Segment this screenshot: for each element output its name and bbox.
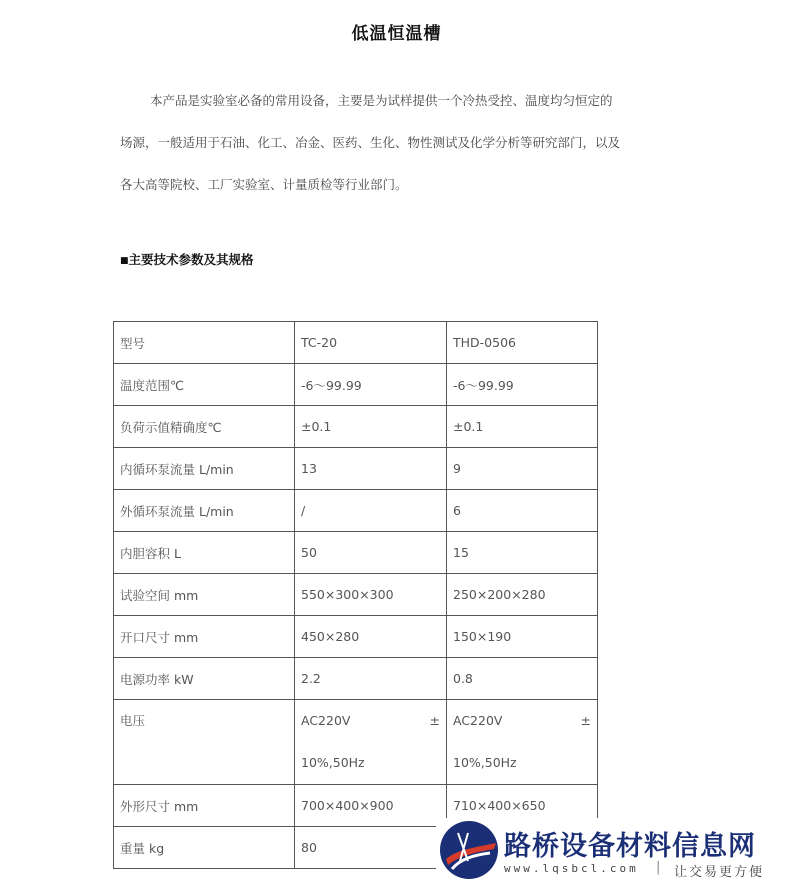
table-cell: TC-20 (295, 322, 447, 364)
table-cell: -6～99.99 (447, 364, 598, 406)
table-cell: 80 (295, 827, 447, 869)
voltage-b-pm: ± (580, 713, 591, 728)
table-cell: 700×400×900 (295, 785, 447, 827)
intro-line-3: 各大高等院校、工厂实验室、计量质检等行业部门。 (120, 177, 408, 192)
table-cell: 710×400×650 (447, 785, 598, 827)
section-heading (120, 250, 254, 268)
table-cell: 13 (295, 448, 447, 490)
table-row (114, 574, 598, 616)
spec-table (113, 321, 598, 869)
watermark-slogan: 让交易更方便 (674, 865, 765, 880)
intro-line-1: 本产品是实验室必备的常用设备，主要是为试样提供一个冷热受控、温度均匀恒定的 (150, 93, 613, 108)
table-cell: 15 (447, 532, 598, 574)
table-row (114, 532, 598, 574)
table-cell: 0.8 (447, 658, 598, 700)
voltage-a-main: AC220V (301, 713, 351, 728)
table-cell: -6～99.99 (295, 364, 447, 406)
table-cell: 50 (295, 532, 447, 574)
table-cell: ±0.1 (295, 406, 447, 448)
table-row (114, 406, 598, 448)
table-row-voltage (114, 700, 598, 785)
table-cell: 外形尺寸 mm (114, 785, 295, 827)
voltage-a-pm: ± (429, 713, 440, 728)
globe-logo-icon (438, 819, 500, 881)
table-cell: 内循环泵流量 L/min (114, 448, 295, 490)
watermark-separator: | (656, 860, 661, 875)
table-row (114, 616, 598, 658)
table-cell: 试验空间 mm (114, 574, 295, 616)
voltage-b-main: AC220V (453, 713, 503, 728)
table-row (114, 322, 598, 364)
table-cell: / (295, 490, 447, 532)
table-cell-voltage-a (295, 700, 447, 785)
table-cell-voltage-b (447, 700, 598, 785)
watermark-name: 路桥设备材料信息网 (504, 831, 756, 862)
table-cell: 负荷示值精确度℃ (114, 406, 295, 448)
table-cell: 外循环泵流量 L/min (114, 490, 295, 532)
table-row (114, 658, 598, 700)
table-cell: 型号 (114, 322, 295, 364)
table-cell: 9 (447, 448, 598, 490)
table-cell: 温度范围℃ (114, 364, 295, 406)
table-cell: 250×200×280 (447, 574, 598, 616)
table-cell: 150×190 (447, 616, 598, 658)
square-bullet-icon: ■ (120, 256, 129, 266)
table-cell: 电压 (114, 700, 295, 785)
table-cell: 重量 kg (114, 827, 295, 869)
watermark-logo (436, 818, 793, 892)
table-cell: 450×280 (295, 616, 447, 658)
watermark-url: www.lqsbcl.com (504, 862, 639, 875)
table-cell: 550×300×300 (295, 574, 447, 616)
intro-line-2: 场源，一般适用于石油、化工、冶金、医药、生化、物性测试及化学分析等研究部门，以及 (120, 135, 621, 150)
intro-paragraph (120, 80, 680, 206)
voltage-a-rest: 10%,50Hz (301, 755, 365, 770)
table-row (114, 448, 598, 490)
page-title: 低温恒温槽 (351, 24, 442, 44)
table-cell: 6 (447, 490, 598, 532)
table-cell: 电源功率 kW (114, 658, 295, 700)
voltage-b-rest: 10%,50Hz (453, 755, 517, 770)
table-cell: 2.2 (295, 658, 447, 700)
table-cell: ±0.1 (447, 406, 598, 448)
table-cell: 内胆容积 L (114, 532, 295, 574)
table-row (114, 364, 598, 406)
section-heading-text: 主要技术参数及其规格 (128, 252, 254, 267)
table-cell: THD-0506 (447, 322, 598, 364)
table-row (114, 490, 598, 532)
table-cell: 开口尺寸 mm (114, 616, 295, 658)
